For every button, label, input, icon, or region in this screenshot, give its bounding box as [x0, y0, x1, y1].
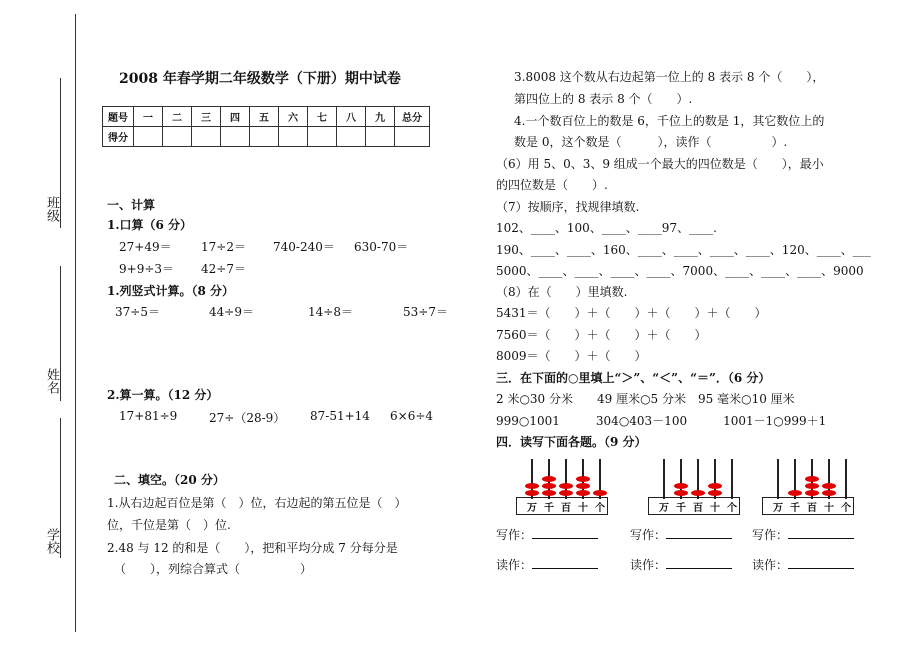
question-3: 第四位上的 8 表示 8 个（ ）. [514, 92, 693, 106]
score-cell: 五 [250, 107, 279, 127]
abacus-place-label: 千 [676, 503, 686, 514]
write-row [630, 526, 732, 543]
compare-row: 999○1001 304○403－100 1001－1○999＋1 [496, 414, 827, 428]
abacus-place-label: 万 [659, 503, 669, 514]
score-cell: 八 [337, 107, 366, 127]
read-row [630, 556, 732, 573]
page-title: 2008 年春学期二年级数学（下册）期中试卷 [119, 71, 401, 87]
question-6: （6）用 5、0、3、9 组成一个最大的四位数是（ ），最小 [496, 157, 824, 171]
abacus-bead [542, 483, 556, 489]
oral-item: 17÷2＝ [201, 240, 246, 254]
question-6: 的四位数是（ ）. [496, 178, 608, 192]
score-cell: 二 [163, 107, 192, 127]
score-input-cell[interactable] [163, 127, 192, 147]
school-line [60, 418, 61, 558]
oral-item: 9+9÷3＝ [119, 262, 175, 276]
calc-item: 17+81÷9 [119, 409, 178, 423]
abacus [762, 459, 852, 517]
section1-heading: 一、计算 [107, 198, 156, 212]
score-cell: 总分 [395, 107, 430, 127]
abacus-bead [822, 490, 836, 496]
score-cell: 三 [192, 107, 221, 127]
score-cell: 得分 [103, 127, 134, 147]
name-label-text: 姓名 [44, 368, 59, 394]
vertical-item: 37÷5＝ [115, 305, 160, 319]
section1-2-heading: 1.列竖式计算。（8 分） [107, 284, 235, 298]
abacus-place-label: 百 [807, 503, 817, 514]
abacus [516, 459, 606, 517]
score-input-cell[interactable] [395, 127, 430, 147]
calc-item: 6×6÷4 [390, 409, 434, 423]
abacus-bead [576, 476, 590, 482]
abacus-place-label: 个 [841, 503, 851, 514]
section4-heading: 四．读写下面各题。（9 分） [496, 435, 647, 449]
score-input-cell[interactable] [279, 127, 308, 147]
score-input-cell[interactable] [221, 127, 250, 147]
vertical-item: 53÷7＝ [403, 305, 448, 319]
question-8: （8）在（ ）里填数. [496, 285, 628, 299]
question-3: 3.8008 这个数从右边起第一位上的 8 表示 8 个（ ）， [514, 70, 825, 84]
abacus-bead [576, 490, 590, 496]
oral-item: 740-240＝ [273, 240, 335, 254]
abacus-place-label: 个 [727, 503, 737, 514]
abacus-place-label: 十 [578, 503, 588, 514]
sequence-row: 5000、____、____、____、____、7000、____、____、____、9000 [496, 264, 864, 278]
question-7: （7）按顺序，找规律填数. [496, 200, 640, 214]
abacus-place-label: 个 [595, 503, 605, 514]
score-table-header-row [103, 107, 430, 127]
school-label-text: 学校 [44, 528, 59, 554]
abacus-rod [777, 459, 779, 499]
section3-heading: 三．在下面的○里填上“＞”、“＜”、“＝”．（6 分） [496, 371, 771, 385]
abacus-bead [576, 483, 590, 489]
abacus-rod [663, 459, 665, 499]
calc-item: 27÷（28-9） [209, 411, 286, 425]
oral-item: 27+49＝ [119, 240, 172, 254]
read-answer-field[interactable] [788, 558, 854, 569]
compare-row: 2 米○30 分米 49 厘米○5 分米 95 毫米○10 厘米 [496, 392, 795, 406]
vertical-item: 14÷8＝ [308, 305, 353, 319]
abacus-place-label: 十 [824, 503, 834, 514]
read-label: 读作： [752, 558, 789, 572]
write-answer-field[interactable] [532, 528, 598, 539]
abacus-place-label: 十 [710, 503, 720, 514]
score-cell: 一 [134, 107, 163, 127]
name-label [44, 368, 58, 394]
score-input-cell[interactable] [250, 127, 279, 147]
abacus-bead [559, 490, 573, 496]
decompose-row: 5431＝（ ）＋（ ）＋（ ）＋（ ） [496, 306, 767, 320]
score-cell: 七 [308, 107, 337, 127]
read-row [752, 556, 854, 573]
read-label: 读作： [496, 558, 533, 572]
score-input-cell[interactable] [337, 127, 366, 147]
oral-item: 42÷7＝ [201, 262, 246, 276]
score-input-cell[interactable] [192, 127, 221, 147]
write-label: 写作： [752, 528, 789, 542]
sequence-row: 102、____、100、____、____97、____. [496, 221, 717, 235]
score-cell: 四 [221, 107, 250, 127]
score-input-cell[interactable] [134, 127, 163, 147]
abacus-bead [542, 476, 556, 482]
write-answer-field[interactable] [788, 528, 854, 539]
write-row [752, 526, 854, 543]
class-label-text: 班级 [44, 196, 59, 222]
calc-item: 87-51+14 [310, 409, 370, 423]
read-label: 读作： [630, 558, 667, 572]
abacus [648, 459, 738, 517]
write-label: 写作： [630, 528, 667, 542]
score-cell: 六 [279, 107, 308, 127]
abacus-bead [525, 490, 539, 496]
question-4: 数是 0，这个数是（ ），读作（ ）. [514, 135, 788, 149]
abacus-bead [822, 483, 836, 489]
abacus-bead [805, 490, 819, 496]
section1-1-heading: 1.口算（6 分） [107, 218, 193, 232]
decompose-row: 7560＝（ ）＋（ ）＋（ ） [496, 328, 707, 342]
write-row [496, 526, 598, 543]
abacus-bead [708, 490, 722, 496]
score-table [102, 106, 430, 147]
abacus-bead [788, 490, 802, 496]
abacus-place-label: 百 [561, 503, 571, 514]
class-line [60, 78, 61, 228]
abacus-place-label: 千 [790, 503, 800, 514]
abacus-bead [674, 483, 688, 489]
fill-question: （ ），列综合算式（ ） [114, 562, 313, 576]
read-row [496, 556, 598, 573]
score-cell: 九 [366, 107, 395, 127]
write-label: 写作： [496, 528, 533, 542]
abacus-bead [708, 483, 722, 489]
abacus-rod [845, 459, 847, 499]
abacus-bead [593, 490, 607, 496]
read-answer-field[interactable] [532, 558, 598, 569]
abacus-place-label: 千 [544, 503, 554, 514]
section1-3-heading: 2.算一算。（12 分） [107, 388, 219, 402]
question-4: 4.一个数百位上的数是 6，千位上的数是 1，其它数位上的 [514, 114, 825, 128]
abacus-place-label: 百 [693, 503, 703, 514]
score-table-score-row [103, 127, 430, 147]
score-input-cell[interactable] [366, 127, 395, 147]
sequence-row: 190、____、____、160、____、____、____、____、120、____、___ [496, 243, 871, 257]
section2-heading: 二、填空。（20 分） [114, 473, 225, 487]
abacus-place-label: 万 [527, 503, 537, 514]
fill-question: 位，千位是第（ ）位. [107, 518, 231, 532]
abacus-bead [674, 490, 688, 496]
score-cell: 题号 [103, 107, 134, 127]
oral-item: 630-70＝ [354, 240, 409, 254]
fill-question: 2.48 与 12 的和是（ ），把和平均分成 7 分每分是 [107, 541, 398, 555]
abacus-place-label: 万 [773, 503, 783, 514]
abacus-bead [805, 476, 819, 482]
abacus-rod [731, 459, 733, 499]
write-answer-field[interactable] [666, 528, 732, 539]
abacus-bead [525, 483, 539, 489]
abacus-bead [691, 490, 705, 496]
read-answer-field[interactable] [666, 558, 732, 569]
abacus-bead [805, 483, 819, 489]
class-label [44, 196, 58, 222]
vertical-item: 44÷9＝ [209, 305, 254, 319]
abacus-bead [542, 490, 556, 496]
abacus-bead [559, 483, 573, 489]
binding-line [75, 14, 76, 632]
fill-question: 1.从右边起百位是第（ ）位，右边起的第五位是（ ） [107, 496, 407, 510]
decompose-row: 8009＝（ ）＋（ ） [496, 349, 647, 363]
school-label [44, 528, 58, 554]
name-line [60, 266, 61, 401]
score-input-cell[interactable] [308, 127, 337, 147]
